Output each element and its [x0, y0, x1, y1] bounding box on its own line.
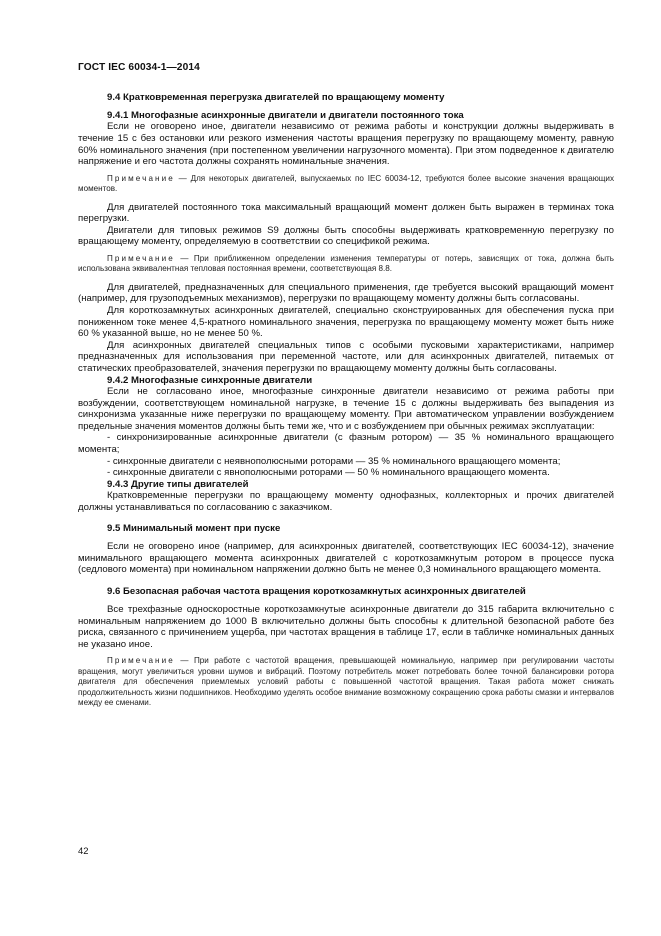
list-item: - синхронные двигатели с неявнополюсными роторами — 35 % номинального вращающего момента;: [107, 455, 561, 467]
paragraph: Если не оговорено иное (например, для асинхронных двигателей, соответствующих IEC 60034-12), значение минимального вращающего момента асинхронных двигателей с короткозамкнутым ротором в процессе пуска (седлового момента) при номинальном напряжении должно быть не менее 0,3 номинального вращающего момента.: [78, 541, 614, 576]
standard-header: ГОСТ IEC 60034-1—2014: [78, 62, 200, 73]
note: [78, 174, 614, 195]
note-text: — При приближенном определении изменения температуры от потерь, зависящих от тока, должна быть использована эквивалентная тепловая постоянная времени, соответствующая 8.8.: [78, 253, 614, 274]
note-text: — Для некоторых двигателей, выпускаемых по IEC 60034-12, требуются более высокие значения вращающих моментов.: [78, 173, 614, 194]
list-item: - синхронные двигатели с явнополюсными роторами — 50 % номинального вращающего момента.: [107, 467, 550, 479]
paragraph: Для асинхронных двигателей специальных типов с особыми пусковыми характеристиками, например предназначенных для использования при переменной частоте, или для асинхронных двигателей, питаемых от статических преобразователей, значения перегрузки по вращающему моменту должны быть согласованы.: [78, 339, 614, 374]
paragraph: Для двигателей, предназначенных для специального применения, где требуется высокий вращающий момент (например, для грузоподъемных механизмов), перегрузки по вращающему моменту должны быть согласованы.: [78, 281, 614, 305]
page-number: 42: [78, 845, 89, 856]
section-9-4-1-title: 9.4.1 Многофазные асинхронные двигатели и двигатели постоянного тока: [107, 110, 464, 121]
note-label: Примечание: [107, 656, 175, 666]
paragraph: Для двигателей постоянного тока максимальный вращающий момент должен быть выражен в терминах тока перегрузки.: [78, 201, 614, 225]
note-text: — При работе с частотой вращения, превышающей номинальную, например при регулировании частоты вращения, могут увеличиться уровни шумов и вибраций. Поэтому потребитель может потребовать более точной балансировки ротора двигателя для обеспечения приемлемых условий работы с повышенной частотой вращения. Такая работа может снижать продолжительность жизни подшипников. Необходимо уделять особое внимание возможному сокращению срока работы смазки и интервалов между ее сменами.: [78, 656, 614, 708]
paragraph: Если не оговорено иное, двигатели независимо от режима работы и конструкции должны выдерживать в течение 15 с без остановки или резкого изменения частоты вращения перегрузку по вращающему моменту, равную 60% номинального значения (при постепенном увеличении нагрузочного момента). При этом подведенное к двигателю напряжение и его частота должны сохранять номинальные значения.: [78, 121, 614, 168]
paragraph: Если не согласовано иное, многофазные синхронные двигатели независимо от режима работы при возбуждении, соответствующем номинальной нагрузке, в течение 15 с должны выдерживать без выпадения из синхронизма указанные ниже перегрузки по вращающему моменту. При автоматическом управлении возбуждением предельные значения моментов должны быть теми же, что и с возбуждением при обычных режимах эксплуатации:: [78, 385, 614, 432]
paragraph: Для короткозамкнутых асинхронных двигателей, специально сконструированных для обеспечения пуска при пониженном токе менее 4,5-кратного номинального значения, перегрузка по вращающему моменту может быть ниже 60 % указанной выше, но не менее 50 %.: [78, 304, 614, 340]
note-label: Примечание: [107, 173, 175, 183]
section-9-4-title: 9.4 Кратковременная перегрузка двигателей по вращающему моменту: [107, 92, 445, 103]
document-page: [78, 62, 614, 715]
section-9-4-3-title: 9.4.3 Другие типы двигателей: [107, 478, 249, 490]
section-9-6-title: 9.6 Безопасная рабочая частота вращения короткозамкнутых асинхронных двигателей: [107, 586, 526, 598]
paragraph: Все трехфазные односкоростные короткозамкнутые асинхронные двигатели до 315 габарита включительно с номинальным напряжением до 1000 В включительно должны быть способны к длительной безопасной работе без риска, связанного с причинением ущерба, при частотах вращения в таблице 17, если в табличке номинальных данных не указано иное.: [78, 604, 614, 650]
list-item: - синхронизированные асинхронные двигатели (с фазным ротором) — 35 % номинального вращающего момента;: [78, 432, 614, 455]
note-label: Примечание: [107, 253, 175, 263]
section-9-5-title: 9.5 Минимальный момент при пуске: [107, 523, 281, 535]
section-9-4-2-title: 9.4.2 Многофазные синхронные двигатели: [107, 374, 313, 386]
paragraph: Кратковременные перегрузки по вращающему моменту однофазных, коллекторных и прочих двигателей должны устанавливаться по согласованию с заказчиком.: [78, 490, 614, 513]
note: [78, 254, 614, 275]
paragraph: Двигатели для типовых режимов S9 должны быть способны выдерживать кратковременную перегрузку по вращающему моменту, определяемую в соответствии со спецификой режима.: [78, 224, 614, 248]
note: [78, 656, 614, 708]
